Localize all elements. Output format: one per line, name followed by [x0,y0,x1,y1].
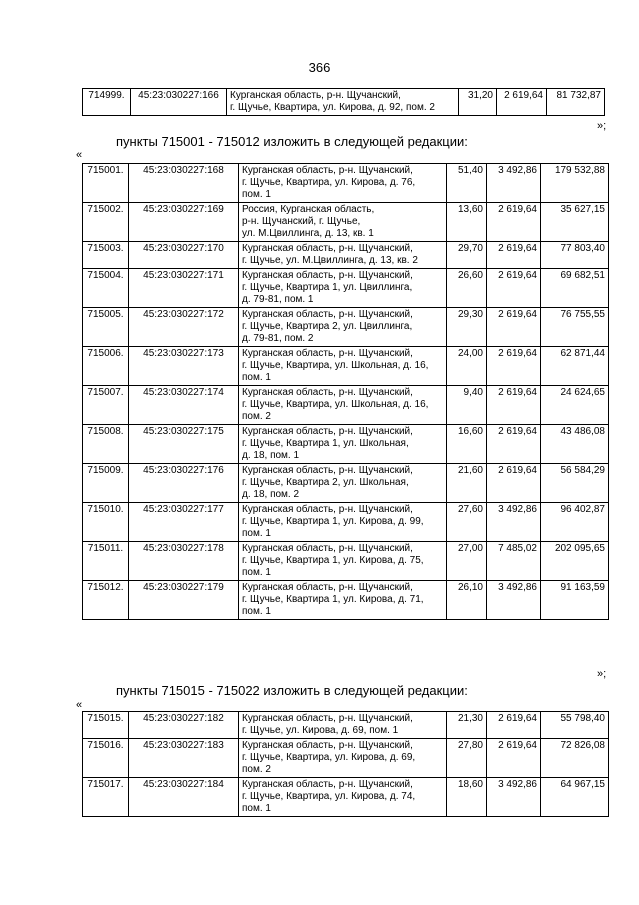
row-number: 714999. [83,89,131,116]
cadastral-number: 45:23:030227:166 [131,89,227,116]
table-row [83,503,609,542]
section-heading: пункты 715001 - 715012 изложить в следующей редакции: [116,134,468,149]
rate: 2 619,64 [487,203,541,242]
row-number: 715001. [83,164,129,203]
rate: 3 492,86 [487,581,541,620]
table-row [83,386,609,425]
area: 27,80 [447,739,487,778]
open-quote: « [76,149,83,161]
area: 31,20 [459,89,497,116]
area: 9,40 [447,386,487,425]
row-number: 715015. [83,712,129,739]
table-row [83,425,609,464]
cost: 35 627,15 [541,203,609,242]
table-row [83,242,609,269]
cost: 81 732,87 [547,89,605,116]
address: Курганская область, р-н. Щучанский, г. Щучье, Квартира 2, ул. Школьная, д. 18, пом. 2 [239,464,447,503]
row-number: 715005. [83,308,129,347]
open-quote: « [76,699,83,711]
rate: 2 619,64 [487,242,541,269]
address: Курганская область, р-н. Щучанский, г. Щучье, Квартира, ул. Школьная, д. 16, пом. 1 [239,347,447,386]
cost: 77 803,40 [541,242,609,269]
cadastral-number: 45:23:030227:182 [129,712,239,739]
row-number: 715006. [83,347,129,386]
cadastral-number: 45:23:030227:184 [129,778,239,817]
cadastral-number: 45:23:030227:177 [129,503,239,542]
area: 16,60 [447,425,487,464]
cost: 56 584,29 [541,464,609,503]
cadastral-number: 45:23:030227:179 [129,581,239,620]
rate: 2 619,64 [487,425,541,464]
area: 27,00 [447,542,487,581]
area: 13,60 [447,203,487,242]
table-row [83,778,609,817]
rate: 2 619,64 [487,269,541,308]
row-number: 715004. [83,269,129,308]
address: Курганская область, р-н. Щучанский, г. Щучье, Квартира 1, ул. Школьная, д. 18, пом. 1 [239,425,447,464]
cadastral-number: 45:23:030227:170 [129,242,239,269]
table-row [83,203,609,242]
table-row [83,581,609,620]
address: Курганская область, р-н. Щучанский, г. Щучье, Квартира, ул. Кирова, д. 92, пом. 2 [227,89,459,116]
area: 29,30 [447,308,487,347]
prev-table [82,88,605,116]
cadastral-number: 45:23:030227:178 [129,542,239,581]
area: 29,70 [447,242,487,269]
cost: 76 755,55 [541,308,609,347]
area: 51,40 [447,164,487,203]
cost: 72 826,08 [541,739,609,778]
rate: 2 619,64 [487,739,541,778]
row-number: 715002. [83,203,129,242]
cadastral-number: 45:23:030227:171 [129,269,239,308]
rate: 2 619,64 [497,89,547,116]
close-quote: »; [597,120,607,132]
address: Курганская область, р-н. Щучанский, г. Щучье, Квартира, ул. Школьная, д. 16, пом. 2 [239,386,447,425]
cost: 55 798,40 [541,712,609,739]
cost: 24 624,65 [541,386,609,425]
area: 26,60 [447,269,487,308]
cadastral-number: 45:23:030227:169 [129,203,239,242]
cadastral-number: 45:23:030227:172 [129,308,239,347]
address: Курганская область, р-н. Щучанский, г. Щучье, Квартира, ул. Кирова, д. 69, пом. 2 [239,739,447,778]
cadastral-number: 45:23:030227:168 [129,164,239,203]
cadastral-number: 45:23:030227:175 [129,425,239,464]
amendment-table [82,163,609,620]
cost: 96 402,87 [541,503,609,542]
address: Курганская область, р-н. Щучанский, г. Щучье, ул. Кирова, д. 69, пом. 1 [239,712,447,739]
table-row [83,347,609,386]
area: 24,00 [447,347,487,386]
table-row [83,464,609,503]
section-heading: пункты 715015 - 715022 изложить в следующей редакции: [116,683,468,698]
area: 27,60 [447,503,487,542]
area: 21,30 [447,712,487,739]
table-row [83,308,609,347]
row-number: 715012. [83,581,129,620]
address: Курганская область, р-н. Щучанский, г. Щучье, Квартира, ул. Кирова, д. 74, пом. 1 [239,778,447,817]
address: Курганская область, р-н. Щучанский, г. Щучье, Квартира 1, ул. Кирова, д. 99, пом. 1 [239,503,447,542]
cadastral-number: 45:23:030227:176 [129,464,239,503]
cost: 202 095,65 [541,542,609,581]
row-number: 715009. [83,464,129,503]
rate: 2 619,64 [487,347,541,386]
address: Курганская область, р-н. Щучанский, г. Щучье, ул. М.Цвиллинга, д. 13, кв. 2 [239,242,447,269]
address: Курганская область, р-н. Щучанский, г. Щучье, Квартира 1, ул. Цвиллинга, д. 79-81, пом. 1 [239,269,447,308]
row-number: 715017. [83,778,129,817]
rate: 2 619,64 [487,308,541,347]
address: Курганская область, р-н. Щучанский, г. Щучье, Квартира 1, ул. Кирова, д. 75, пом. 1 [239,542,447,581]
cost: 91 163,59 [541,581,609,620]
rate: 3 492,86 [487,164,541,203]
rate: 2 619,64 [487,712,541,739]
table-row [83,89,605,116]
table-row [83,164,609,203]
table-row [83,712,609,739]
table-row [83,739,609,778]
row-number: 715016. [83,739,129,778]
cost: 43 486,08 [541,425,609,464]
row-number: 715011. [83,542,129,581]
rate: 3 492,86 [487,778,541,817]
cost: 64 967,15 [541,778,609,817]
row-number: 715003. [83,242,129,269]
address: Курганская область, р-н. Щучанский, г. Щучье, Квартира 2, ул. Цвиллинга, д. 79-81, пом. 2 [239,308,447,347]
rate: 2 619,64 [487,464,541,503]
cadastral-number: 45:23:030227:183 [129,739,239,778]
address: Россия, Курганская область, р-н. Щучанский, г. Щучье, ул. М.Цвиллинга, д. 13, кв. 1 [239,203,447,242]
page-number: 366 [308,60,331,75]
close-quote: »; [597,668,607,680]
rate: 3 492,86 [487,503,541,542]
rate: 2 619,64 [487,386,541,425]
area: 21,60 [447,464,487,503]
cost: 62 871,44 [541,347,609,386]
amendment-table [82,711,609,817]
row-number: 715008. [83,425,129,464]
row-number: 715007. [83,386,129,425]
cost: 179 532,88 [541,164,609,203]
cadastral-number: 45:23:030227:174 [129,386,239,425]
area: 26,10 [447,581,487,620]
address: Курганская область, р-н. Щучанский, г. Щучье, Квартира, ул. Кирова, д. 76, пом. 1 [239,164,447,203]
address: Курганская область, р-н. Щучанский, г. Щучье, Квартира 1, ул. Кирова, д. 71, пом. 1 [239,581,447,620]
rate: 7 485,02 [487,542,541,581]
cost: 69 682,51 [541,269,609,308]
cadastral-number: 45:23:030227:173 [129,347,239,386]
table-row [83,269,609,308]
area: 18,60 [447,778,487,817]
row-number: 715010. [83,503,129,542]
table-row [83,542,609,581]
